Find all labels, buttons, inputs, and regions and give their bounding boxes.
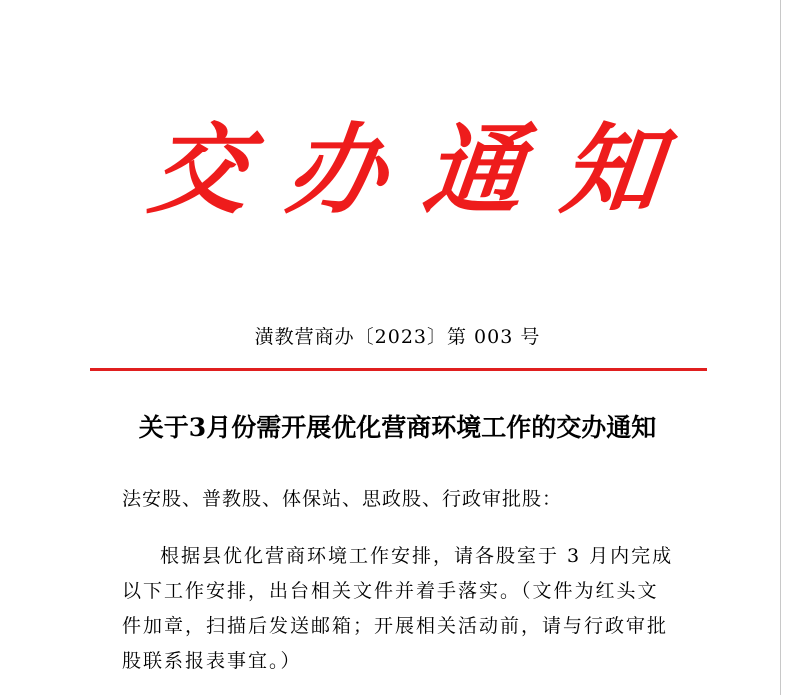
document-header-title <box>144 112 666 230</box>
addressee-line: 法安股、普教股、体保站、思政股、行政审批股： <box>122 488 563 510</box>
body-line-2: 以下工作安排，出台相关文件并着手落实。（文件为红头文 <box>122 580 659 602</box>
body-line-4: 股联系报表事宜。） <box>122 650 302 672</box>
document-number: 潢教营商办〔2023〕第 003 号 <box>254 326 541 348</box>
body-line-1: 根据县优化营商环境工作安排，请各股室于 3 月内完成 <box>160 545 674 567</box>
header-char-3: 通 <box>418 113 529 228</box>
header-char-4: 知 <box>555 113 667 228</box>
header-char-1: 交 <box>144 113 255 228</box>
header-char-2: 办 <box>281 113 392 228</box>
body-line-3: 件加章，扫描后发送邮箱；开展相关活动前，请与行政审批 <box>122 615 669 637</box>
document-title: 关于3月份需开展优化营商环境工作的交办通知 <box>138 413 657 442</box>
red-divider-line <box>90 368 707 371</box>
body-paragraph <box>122 539 682 679</box>
page-edge-divider <box>780 0 781 695</box>
